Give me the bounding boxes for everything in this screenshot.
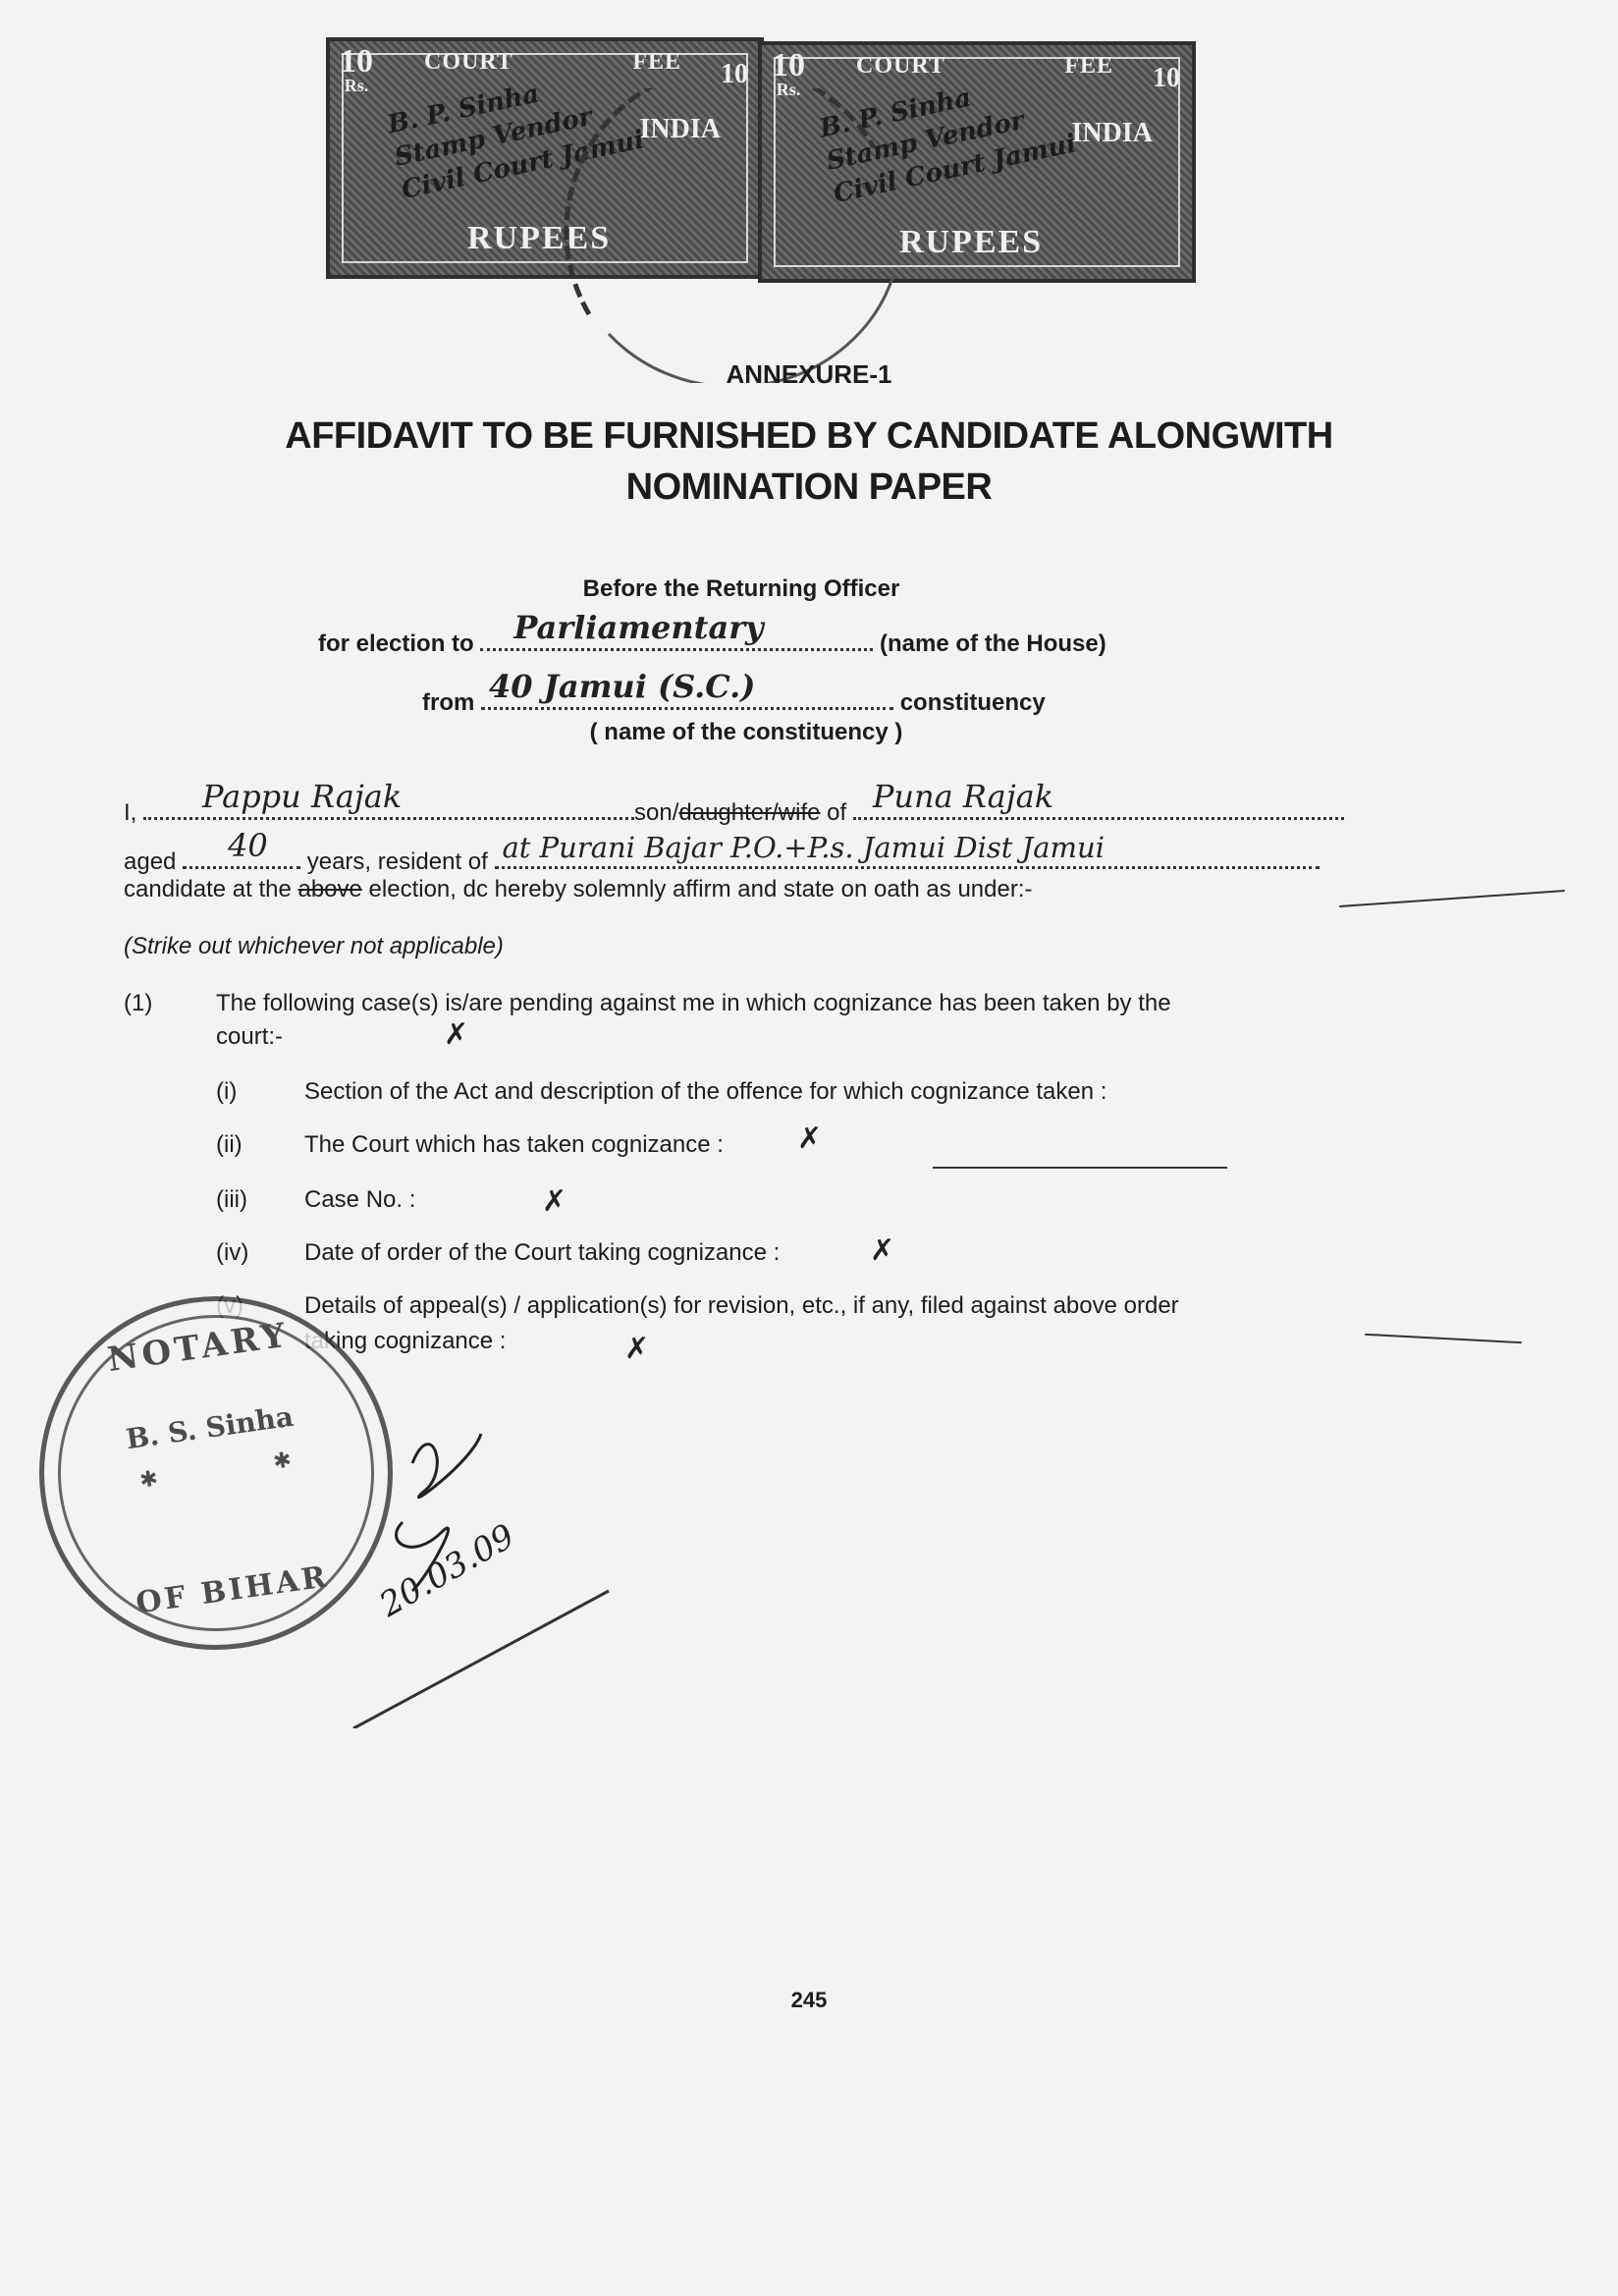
returning-officer-heading: Before the Returning Officer xyxy=(582,575,900,602)
declarant-line-2: aged 40 years, resident of at Purani Bajar P.O.+P.s. Jamui Dist Jamui xyxy=(124,845,1320,876)
pen-stroke xyxy=(1339,890,1565,907)
pen-stroke xyxy=(933,1167,1227,1169)
stamp-fee-label: FEE xyxy=(632,49,681,75)
seal-detail: ✱ ✱ xyxy=(137,1448,294,1494)
address-value: at Purani Bajar P.O.+P.s. Jamui Dist Jamui xyxy=(502,831,1105,864)
stamp-vendor-overprint: B. P. Sinha Stamp Vendor Civil Court Jamui xyxy=(385,79,647,205)
parent-value: Puna Rajak xyxy=(872,778,1054,815)
name-field xyxy=(143,778,634,820)
document-title xyxy=(0,410,1618,513)
stamp-vendor-overprint: B. P. Sinha Stamp Vendor Civil Court Jamui xyxy=(817,82,1079,209)
declarant-line-3: candidate at the above election, dc hereby solemnly affirm and state on oath as under:- xyxy=(124,876,1033,902)
cross-mark: ✗ xyxy=(624,1332,650,1366)
house-field xyxy=(480,609,873,651)
address-field xyxy=(495,831,1320,869)
stamp-denomination-right: 10 xyxy=(721,59,748,89)
cancellation-seal xyxy=(550,88,923,383)
election-line: for election to Parliamentary (name of the House) xyxy=(318,609,1106,657)
subitem-iv: (iv) Date of order of the Court taking cognizance : xyxy=(216,1239,781,1266)
title-line-2: NOMINATION PAPER xyxy=(625,466,993,508)
stamp-denomination: 10 Rs. xyxy=(340,43,373,95)
age-field xyxy=(183,827,300,869)
annexure-heading: ANNEXURE-1 xyxy=(726,359,892,389)
stamp-rupees-label: RUPEES xyxy=(899,224,1044,260)
cross-mark: ✗ xyxy=(797,1121,823,1156)
stamp-denomination-right: 10 xyxy=(1153,63,1180,93)
constituency-note: ( name of the constituency ) xyxy=(589,719,903,745)
signature-date: 20.03.09 xyxy=(373,1516,522,1625)
name-value: Pappu Rajak xyxy=(202,778,403,815)
declarant-line-1: I, Pappu Rajak son/daughter/wife of Puna Rajak xyxy=(124,795,1344,827)
house-value: Parliamentary xyxy=(513,609,764,646)
constituency-line: from 40 Jamui (S.C.) constituency xyxy=(422,668,1046,716)
stamp-denomination: 10 Rs. xyxy=(772,47,805,99)
stamp-court-label: COURT xyxy=(424,49,513,75)
notary-seal: NOTARY B. S. Sinha ✱ ✱ OF BIHAR xyxy=(17,1274,416,1673)
stamp-country-label: INDIA xyxy=(639,114,721,144)
subitem-iii: (iii) Case No. : xyxy=(216,1186,416,1213)
age-value: 40 xyxy=(228,827,268,864)
cross-mark: ✗ xyxy=(444,1017,469,1052)
subitem-v-line-2: taking cognizance : xyxy=(304,1328,507,1354)
title-line-1: AFFIDAVIT TO BE FURNISHED BY CANDIDATE ALONGWITH xyxy=(285,415,1333,457)
stamp-court-label: COURT xyxy=(856,53,945,79)
parent-field xyxy=(853,778,1344,820)
subitem-i: (i) Section of the Act and description of the offence for which cognizance taken : xyxy=(216,1078,1107,1105)
cross-mark: ✗ xyxy=(542,1184,567,1219)
pen-stroke xyxy=(1365,1334,1522,1343)
strike-note: (Strike out whichever not applicable) xyxy=(124,933,504,959)
page-number: 245 xyxy=(790,1988,828,2012)
subitem-ii: (ii) The Court which has taken cognizance : xyxy=(216,1131,724,1158)
stamp-country-label: INDIA xyxy=(1071,118,1153,148)
item-1-line-1: (1) The following case(s) is/are pending against me in which cognizance has been taken by the xyxy=(124,990,1171,1016)
constituency-value: 40 Jamui (S.C.) xyxy=(489,668,756,705)
stamp-fee-label: FEE xyxy=(1064,53,1113,79)
subitem-v: (v) Details of appeal(s) / application(s) for revision, etc., if any, filed against above order xyxy=(216,1292,1179,1319)
stamp-rupees-label: RUPEES xyxy=(467,220,612,256)
cross-mark: ✗ xyxy=(870,1233,895,1268)
item-1-line-2: court:- xyxy=(216,1023,284,1050)
